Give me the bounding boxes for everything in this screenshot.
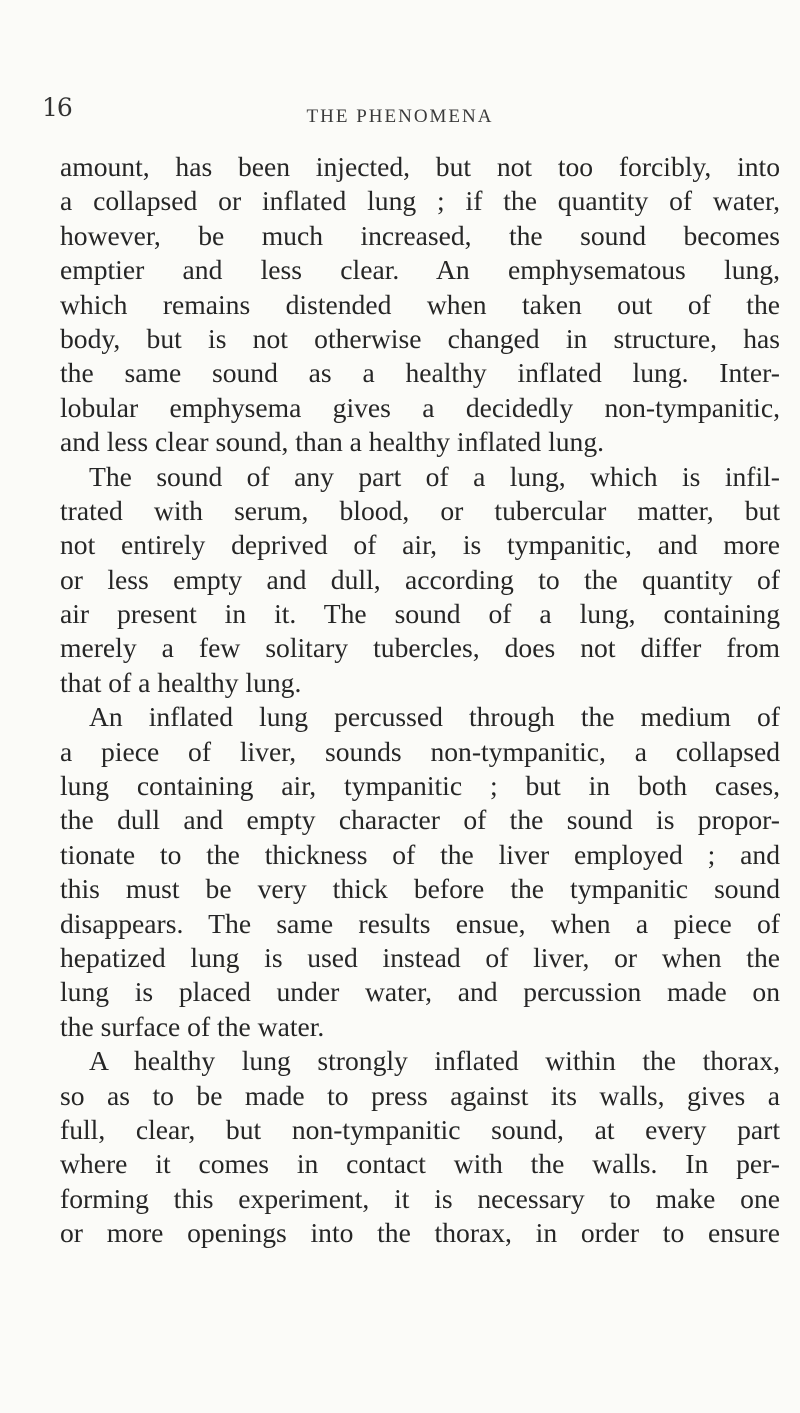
text-line: a collapsed or inflated lung ; if the quantity of water, (60, 185, 780, 217)
text-line: or more openings into the thorax, in order to ensure (60, 1217, 780, 1249)
text-line: so as to be made to press against its walls, gives a (60, 1079, 780, 1111)
text-line: body, but is not otherwise changed in structure, has (60, 322, 780, 354)
text-line: the dull and empty character of the sound is propor- (60, 804, 780, 836)
text-line: this must be very thick before the tympanitic sound (60, 873, 780, 905)
text-line: lobular emphysema gives a decidedly non-tympanitic, (60, 391, 780, 423)
text-line: An inflated lung percussed through the medium of (89, 701, 780, 733)
text-line: a piece of liver, sounds non-tympanitic, a collapsed (60, 735, 780, 767)
text-line: trated with serum, blood, or tubercular matter, but (60, 494, 780, 526)
body-text (60, 150, 780, 1251)
text-line: or less empty and dull, according to the quantity of (60, 563, 780, 595)
text-line: not entirely deprived of air, is tympanitic, and more (60, 529, 780, 561)
text-line: A healthy lung strongly inflated within the thorax, (89, 1045, 780, 1077)
text-line: disappears. The same results ensue, when a piece of (60, 907, 780, 939)
text-line: The sound of any part of a lung, which is infil- (89, 460, 780, 492)
text-line: emptier and less clear. An emphysematous lung, (60, 254, 780, 286)
text-line: the same sound as a healthy inflated lung. Inter- (60, 357, 780, 389)
text-line: air present in it. The sound of a lung, containing (60, 598, 780, 630)
text-line: amount, has been injected, but not too forcibly, into (60, 151, 780, 182)
text-line: merely a few solitary tubercles, does not differ from (60, 632, 780, 664)
text-line: that of a healthy lung. (60, 666, 302, 698)
text-line: lung containing air, tympanitic ; but in both cases, (60, 770, 780, 802)
text-line: and less clear sound, than a healthy inflated lung. (60, 426, 605, 458)
text-line: tionate to the thickness of the liver employed ; and (60, 838, 780, 870)
text-line: however, be much increased, the sound becomes (60, 219, 780, 251)
text-line: forming this experiment, it is necessary to make one (60, 1182, 780, 1214)
text-line: which remains distended when taken out of the (60, 288, 780, 320)
page-number: 16 (42, 93, 72, 122)
text-line: lung is placed under water, and percussion made on (60, 976, 780, 1008)
text-line: where it comes in contact with the walls. In per- (60, 1148, 780, 1180)
text-line: the surface of the water. (60, 1010, 325, 1042)
text-line: hepatized lung is used instead of liver, or when the (60, 941, 780, 973)
text-line: full, clear, but non-tympanitic sound, at every part (60, 1113, 780, 1145)
running-head: THE PHENOMENA (306, 106, 494, 127)
